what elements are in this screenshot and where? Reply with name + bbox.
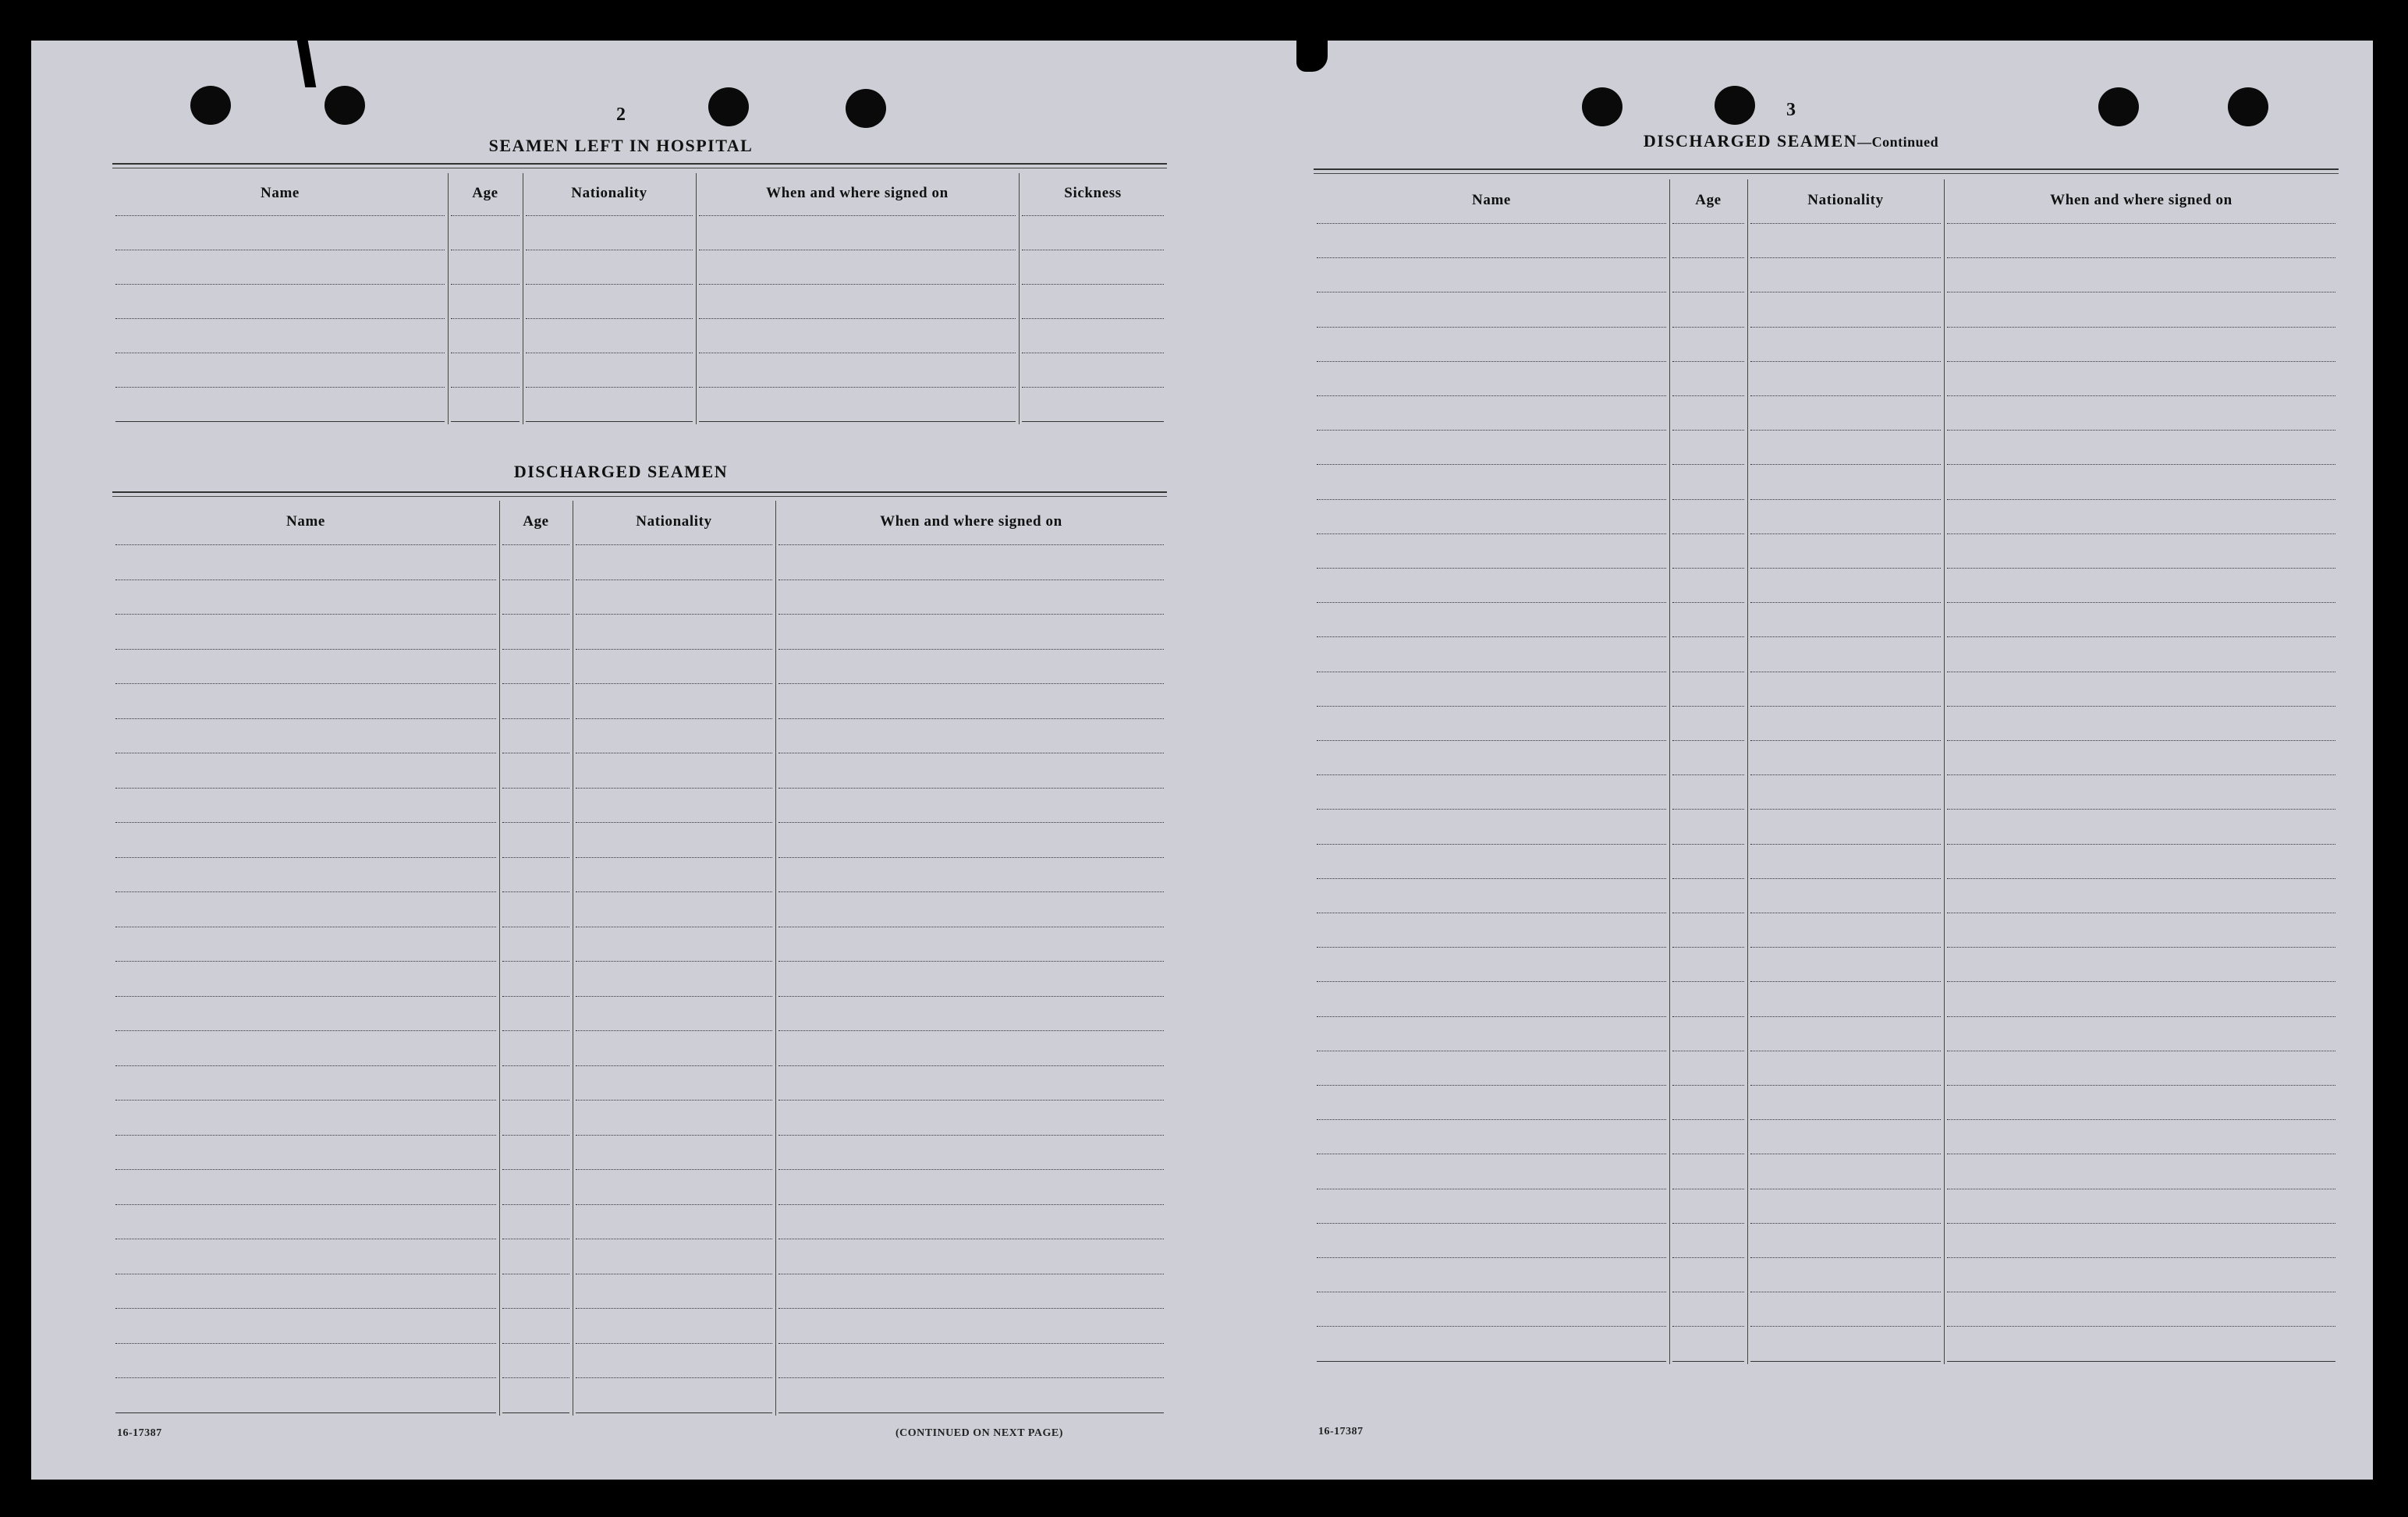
header-underline	[778, 544, 1164, 545]
entry-line	[1317, 464, 1666, 465]
entry-line	[778, 788, 1164, 789]
entry-line	[1750, 1326, 1941, 1327]
entry-line	[1947, 1257, 2335, 1258]
entry-line	[778, 614, 1164, 615]
entry-line	[1947, 1361, 2335, 1362]
header-underline	[502, 544, 569, 545]
column-header-name: Name	[286, 512, 325, 530]
entry-line	[1317, 844, 1666, 845]
entry-line	[1672, 1257, 1744, 1258]
column-divider	[1669, 179, 1670, 1364]
column-header-sickness: Sickness	[1064, 185, 1122, 202]
entry-line	[1317, 1361, 1666, 1362]
entry-line	[451, 387, 520, 388]
title-suffix: —Continued	[1857, 134, 1939, 150]
entry-line	[1672, 568, 1744, 569]
entry-line	[1947, 1016, 2335, 1017]
entry-line	[502, 614, 569, 615]
entry-line	[576, 1030, 772, 1031]
entry-line	[576, 1377, 772, 1378]
column-divider	[448, 173, 449, 424]
entry-line	[576, 718, 772, 719]
entry-line	[1022, 284, 1164, 285]
entry-line	[778, 718, 1164, 719]
entry-line	[1947, 981, 2335, 982]
entry-line	[1947, 1326, 2335, 1327]
entry-line	[1750, 636, 1941, 637]
entry-line	[1947, 1119, 2335, 1120]
entry-line	[1947, 844, 2335, 845]
entry-line	[1672, 602, 1744, 603]
entry-line	[502, 1308, 569, 1309]
entry-line	[778, 996, 1164, 997]
entry-line	[502, 649, 569, 650]
discharged-continued-title	[1644, 131, 1938, 151]
entry-line	[1672, 706, 1744, 707]
entry-line	[1672, 774, 1744, 775]
entry-line	[1947, 878, 2335, 879]
entry-line	[1672, 878, 1744, 879]
column-header-age: Age	[472, 185, 498, 202]
entry-line	[778, 1412, 1164, 1413]
entry-line	[699, 421, 1016, 422]
entry-line	[1947, 809, 2335, 810]
document-sheet	[31, 41, 2373, 1480]
entry-line	[576, 1412, 772, 1413]
entry-line	[1750, 981, 1941, 982]
entry-line	[502, 857, 569, 858]
entry-line	[115, 1377, 496, 1378]
entry-line	[778, 1100, 1164, 1101]
entry-line	[778, 891, 1164, 892]
entry-line	[1750, 395, 1941, 396]
entry-line	[115, 857, 496, 858]
entry-line	[1947, 327, 2335, 328]
entry-line	[1672, 533, 1744, 534]
entry-line	[778, 822, 1164, 823]
entry-line	[1317, 1257, 1666, 1258]
entry-line	[502, 1100, 569, 1101]
header-underline	[1947, 223, 2335, 224]
entry-line	[1672, 947, 1744, 948]
entry-line	[1750, 774, 1941, 775]
header-underline	[1750, 223, 1941, 224]
entry-line	[1750, 257, 1941, 258]
column-divider	[1019, 173, 1020, 424]
entry-line	[1947, 706, 2335, 707]
entry-line	[526, 318, 693, 319]
entry-line	[1750, 327, 1941, 328]
entry-line	[115, 683, 496, 684]
entry-line	[1022, 421, 1164, 422]
punch-hole	[324, 86, 365, 125]
entry-line	[778, 1135, 1164, 1136]
entry-line	[1947, 774, 2335, 775]
entry-line	[502, 1135, 569, 1136]
column-header-when-and-where-signed-on: When and where signed on	[2050, 191, 2232, 208]
punch-hole	[846, 89, 886, 128]
entry-line	[1317, 1085, 1666, 1086]
entry-line	[576, 857, 772, 858]
header-underline	[1317, 223, 1666, 224]
discharged-table	[112, 501, 1167, 1416]
header-underline	[576, 544, 772, 545]
entry-line	[1672, 1119, 1744, 1120]
entry-line	[1317, 981, 1666, 982]
entry-line	[1672, 1016, 1744, 1017]
column-divider	[775, 501, 776, 1416]
left-page	[31, 41, 1217, 1480]
column-divider	[696, 173, 697, 424]
entry-line	[115, 1204, 496, 1205]
paper-tear	[1296, 41, 1328, 72]
entry-line	[502, 891, 569, 892]
entry-line	[1750, 602, 1941, 603]
column-header-name: Name	[1472, 191, 1511, 208]
entry-line	[1947, 602, 2335, 603]
entry-line	[1672, 361, 1744, 362]
punch-hole	[1582, 87, 1622, 126]
entry-line	[1317, 1119, 1666, 1120]
entry-line	[699, 318, 1016, 319]
entry-line	[1317, 1223, 1666, 1224]
entry-line	[1947, 395, 2335, 396]
entry-line	[502, 788, 569, 789]
entry-line	[778, 1343, 1164, 1344]
entry-line	[1750, 1257, 1941, 1258]
header-underline	[115, 544, 496, 545]
entry-line	[1947, 636, 2335, 637]
entry-line	[1672, 1223, 1744, 1224]
entry-line	[778, 1030, 1164, 1031]
column-header-nationality: Nationality	[636, 512, 712, 530]
entry-line	[1750, 464, 1941, 465]
entry-line	[502, 718, 569, 719]
entry-line	[1317, 809, 1666, 810]
right-page	[1248, 41, 2373, 1480]
header-rule	[1314, 173, 2339, 174]
entry-line	[1317, 395, 1666, 396]
punch-hole	[1715, 86, 1755, 125]
entry-line	[1672, 1085, 1744, 1086]
hospital-section-title: SEAMEN LEFT IN HOSPITAL	[488, 136, 754, 155]
title-main: DISCHARGED SEAMEN	[1643, 131, 1858, 151]
entry-line	[502, 1169, 569, 1170]
entry-line	[576, 891, 772, 892]
header-underline	[1672, 223, 1744, 224]
entry-line	[1750, 499, 1941, 500]
paper-tear	[297, 41, 317, 87]
header-underline	[115, 215, 445, 216]
entry-line	[1947, 1085, 2335, 1086]
entry-line	[451, 421, 520, 422]
entry-line	[1672, 844, 1744, 845]
entry-line	[115, 1343, 496, 1344]
entry-line	[502, 1204, 569, 1205]
entry-line	[778, 857, 1164, 858]
entry-line	[576, 649, 772, 650]
entry-line	[1750, 1016, 1941, 1017]
column-header-nationality: Nationality	[1807, 191, 1884, 208]
entry-line	[1317, 636, 1666, 637]
entry-line	[1022, 387, 1164, 388]
entry-line	[115, 1412, 496, 1413]
entry-line	[1750, 878, 1941, 879]
entry-line	[778, 683, 1164, 684]
entry-line	[451, 318, 520, 319]
entry-line	[1947, 257, 2335, 258]
page-number: 2	[616, 105, 626, 125]
entry-line	[115, 614, 496, 615]
entry-line	[576, 788, 772, 789]
entry-line	[1317, 1016, 1666, 1017]
entry-line	[1672, 499, 1744, 500]
header-underline	[451, 215, 520, 216]
header-rule	[112, 163, 1167, 165]
entry-line	[1750, 430, 1941, 431]
entry-line	[1750, 947, 1941, 948]
entry-line	[502, 1377, 569, 1378]
entry-line	[115, 387, 445, 388]
entry-line	[699, 284, 1016, 285]
entry-line	[1672, 395, 1744, 396]
column-header-when-and-where-signed-on: When and where signed on	[766, 185, 949, 202]
entry-line	[576, 1308, 772, 1309]
entry-line	[778, 1204, 1164, 1205]
entry-line	[576, 996, 772, 997]
entry-line	[526, 421, 693, 422]
entry-line	[1317, 1326, 1666, 1327]
discharged-continued-table	[1314, 179, 2339, 1364]
entry-line	[576, 1204, 772, 1205]
entry-line	[1947, 361, 2335, 362]
entry-line	[115, 788, 496, 789]
section-rule	[112, 491, 1167, 493]
entry-line	[699, 387, 1016, 388]
entry-line	[576, 1135, 772, 1136]
punch-hole	[2228, 87, 2268, 126]
entry-line	[576, 1065, 772, 1066]
entry-line	[502, 1030, 569, 1031]
entry-line	[1317, 706, 1666, 707]
entry-line	[1947, 947, 2335, 948]
discharged-section-title: DISCHARGED SEAMEN	[513, 462, 729, 481]
entry-line	[1317, 740, 1666, 741]
column-header-when-and-where-signed-on: When and where signed on	[880, 512, 1062, 530]
entry-line	[576, 822, 772, 823]
entry-line	[1947, 464, 2335, 465]
entry-line	[1317, 568, 1666, 569]
entry-line	[115, 1100, 496, 1101]
entry-line	[115, 421, 445, 422]
section-rule	[112, 496, 1167, 497]
column-divider	[1944, 179, 1945, 1364]
entry-line	[115, 649, 496, 650]
entry-line	[1317, 602, 1666, 603]
entry-line	[115, 1065, 496, 1066]
column-header-nationality: Nationality	[571, 185, 647, 202]
entry-line	[576, 1169, 772, 1170]
entry-line	[1672, 327, 1744, 328]
entry-line	[115, 318, 445, 319]
entry-line	[115, 961, 496, 962]
hospital-table	[112, 173, 1167, 424]
form-number: 16-17387	[117, 1427, 162, 1439]
entry-line	[1672, 257, 1744, 258]
punch-hole	[190, 86, 231, 125]
entry-line	[502, 1065, 569, 1066]
entry-line	[115, 1308, 496, 1309]
entry-line	[1672, 430, 1744, 431]
header-rule	[1314, 168, 2339, 170]
entry-line	[1317, 533, 1666, 534]
entry-line	[1750, 706, 1941, 707]
continued-note: (CONTINUED ON NEXT PAGE)	[895, 1427, 1063, 1439]
entry-line	[1750, 568, 1941, 569]
entry-line	[502, 683, 569, 684]
entry-line	[1750, 1223, 1941, 1224]
entry-line	[115, 284, 445, 285]
entry-line	[576, 683, 772, 684]
entry-line	[451, 284, 520, 285]
entry-line	[1750, 361, 1941, 362]
entry-line	[526, 284, 693, 285]
entry-line	[502, 961, 569, 962]
entry-line	[1750, 1085, 1941, 1086]
entry-line	[115, 718, 496, 719]
entry-line	[1750, 740, 1941, 741]
entry-line	[1317, 361, 1666, 362]
entry-line	[1750, 533, 1941, 534]
entry-line	[778, 1169, 1164, 1170]
entry-line	[1317, 257, 1666, 258]
entry-line	[1947, 740, 2335, 741]
column-header-age: Age	[523, 512, 549, 530]
entry-line	[778, 1377, 1164, 1378]
entry-line	[1947, 1223, 2335, 1224]
entry-line	[1672, 464, 1744, 465]
entry-line	[576, 1100, 772, 1101]
entry-line	[1750, 1361, 1941, 1362]
header-underline	[526, 215, 693, 216]
entry-line	[576, 1343, 772, 1344]
entry-line	[115, 891, 496, 892]
entry-line	[1672, 809, 1744, 810]
entry-line	[1750, 844, 1941, 845]
entry-line	[1317, 947, 1666, 948]
entry-line	[1947, 430, 2335, 431]
column-header-age: Age	[1695, 191, 1722, 208]
entry-line	[115, 822, 496, 823]
entry-line	[115, 1030, 496, 1031]
entry-line	[526, 387, 693, 388]
entry-line	[1317, 327, 1666, 328]
entry-line	[1947, 568, 2335, 569]
entry-line	[115, 1135, 496, 1136]
entry-line	[1022, 318, 1164, 319]
entry-line	[778, 649, 1164, 650]
entry-line	[1317, 430, 1666, 431]
punch-hole	[708, 87, 749, 126]
column-header-name: Name	[261, 185, 300, 202]
entry-line	[502, 996, 569, 997]
column-divider	[1747, 179, 1748, 1364]
header-underline	[1022, 215, 1164, 216]
entry-line	[1947, 533, 2335, 534]
entry-line	[1750, 809, 1941, 810]
entry-line	[778, 961, 1164, 962]
entry-line	[576, 614, 772, 615]
entry-line	[778, 1308, 1164, 1309]
entry-line	[502, 1412, 569, 1413]
header-underline	[699, 215, 1016, 216]
entry-line	[1750, 1119, 1941, 1120]
punch-hole	[2098, 87, 2139, 126]
form-number: 16-17387	[1318, 1426, 1364, 1437]
entry-line	[1947, 499, 2335, 500]
entry-line	[1672, 1361, 1744, 1362]
page-number: 3	[1786, 100, 1796, 120]
entry-line	[576, 961, 772, 962]
entry-line	[1317, 774, 1666, 775]
entry-line	[115, 1169, 496, 1170]
entry-line	[1317, 878, 1666, 879]
entry-line	[115, 996, 496, 997]
entry-line	[502, 822, 569, 823]
entry-line	[1672, 981, 1744, 982]
column-divider	[499, 501, 500, 1416]
entry-line	[1672, 1326, 1744, 1327]
entry-line	[502, 1343, 569, 1344]
entry-line	[1672, 636, 1744, 637]
entry-line	[1317, 499, 1666, 500]
entry-line	[778, 1065, 1164, 1066]
entry-line	[1672, 740, 1744, 741]
